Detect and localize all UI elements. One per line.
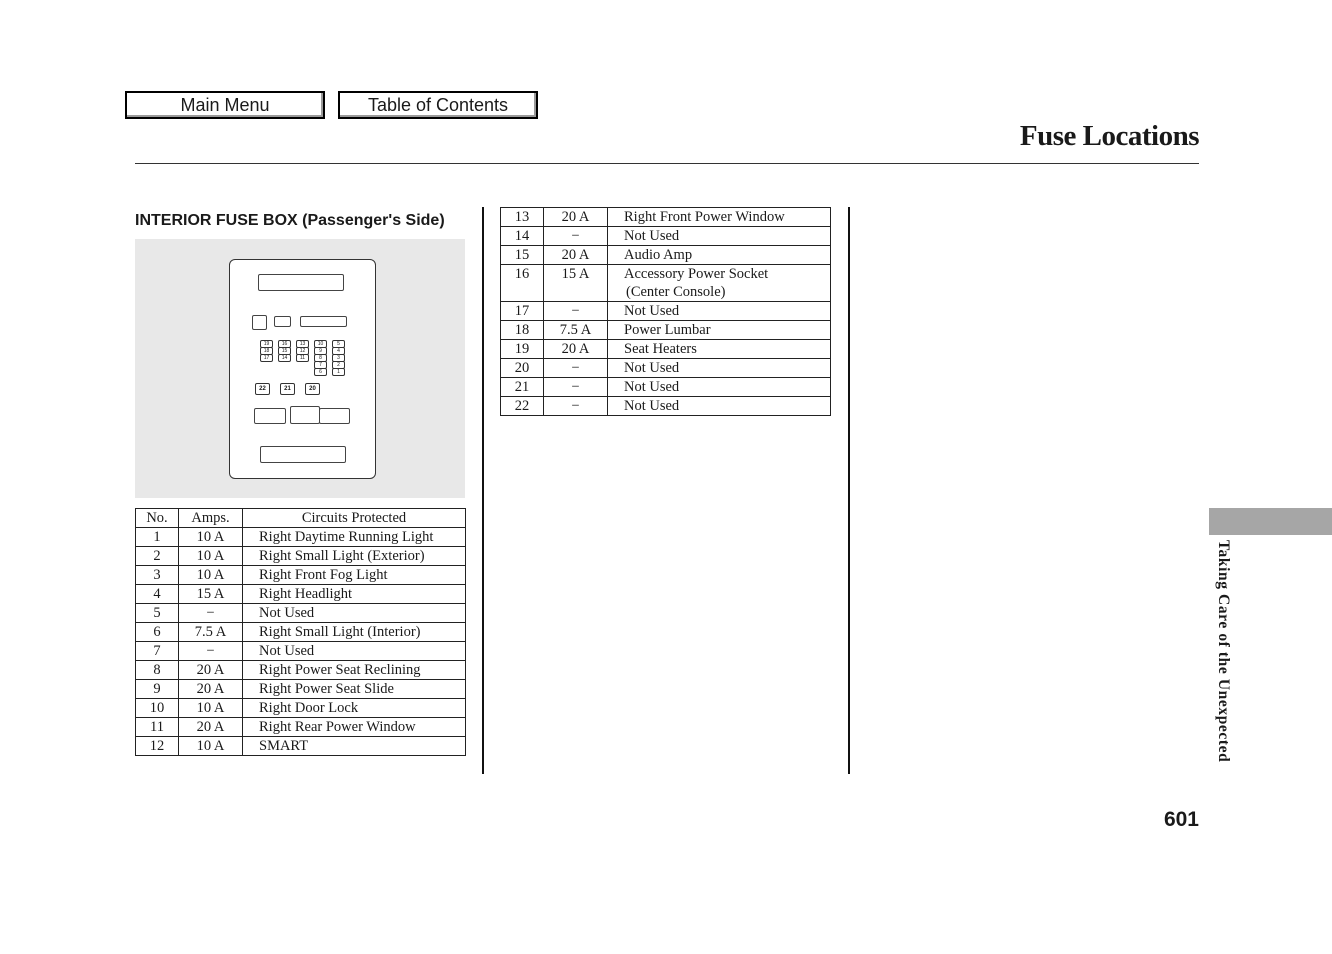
table-row: [136, 566, 466, 585]
table-row: [136, 699, 466, 718]
column-header-circuits: Circuits Protected: [243, 509, 466, 528]
fuse-circuit: Not Used: [608, 227, 831, 246]
table-row: [136, 547, 466, 566]
fuse-circuit: Right Rear Power Window: [243, 718, 466, 737]
table-row: [501, 321, 831, 340]
table-row: [136, 718, 466, 737]
fuse-15: 15: [278, 347, 291, 355]
fuse-number: 6: [136, 623, 179, 642]
fuse-number: 10: [136, 699, 179, 718]
fuse-2: 2: [332, 361, 345, 369]
relay-slot: [254, 408, 286, 424]
fuse-amps: 7.5 A: [544, 321, 608, 340]
fuse-amps: 20 A: [544, 340, 608, 359]
fuse-circuit: Right Small Light (Exterior): [243, 547, 466, 566]
fuse-12: 12: [296, 347, 309, 355]
page-title: Fuse Locations: [1019, 120, 1199, 152]
table-row: [136, 680, 466, 699]
fuse-3: 3: [332, 354, 345, 362]
column-divider: [482, 207, 484, 774]
fuse-14: 14: [278, 354, 291, 362]
fuse-amps: −: [544, 359, 608, 378]
table-row: [501, 265, 831, 302]
table-row: [501, 340, 831, 359]
fuse-number: 5: [136, 604, 179, 623]
fuse-amps: 20 A: [544, 208, 608, 227]
fuse-13: 13: [296, 340, 309, 348]
fuse-circuit: SMART: [243, 737, 466, 756]
section-tab: [1209, 508, 1332, 535]
fuse-6: 6: [314, 368, 327, 376]
fuse-amps: −: [544, 397, 608, 416]
fuse-number: 15: [501, 246, 544, 265]
fuse-number: 20: [501, 359, 544, 378]
fuse-amps: 20 A: [179, 661, 243, 680]
fuse-amps: 10 A: [179, 547, 243, 566]
title-divider: [135, 163, 1199, 164]
fuse-circuit: Audio Amp: [608, 246, 831, 265]
fuse-7: 7: [314, 361, 327, 369]
fuse-10: 10: [314, 340, 327, 348]
fuse-4: 4: [332, 347, 345, 355]
relay-slot: [290, 406, 320, 424]
fuse-circuit: Right Door Lock: [243, 699, 466, 718]
relay-slot: [260, 446, 346, 463]
fuse-18: 18: [260, 347, 273, 355]
fuse-number: 11: [136, 718, 179, 737]
fuse-number: 8: [136, 661, 179, 680]
fuse-17: 17: [260, 354, 273, 362]
relay-slot: [319, 408, 350, 424]
fuse-22: 22: [255, 383, 270, 395]
table-row: [136, 661, 466, 680]
fuse-circuit: Not Used: [608, 359, 831, 378]
table-header-row: [136, 509, 466, 528]
fuse-amps: −: [544, 378, 608, 397]
fuse-circuit: Seat Heaters: [608, 340, 831, 359]
table-row: [501, 227, 831, 246]
fuse-amps: 20 A: [544, 246, 608, 265]
fuse-number: 7: [136, 642, 179, 661]
fuse-circuit-line: (Center Console): [626, 284, 726, 300]
fuse-number: 4: [136, 585, 179, 604]
fuse-11: 11: [296, 354, 309, 362]
fuse-circuit: [608, 265, 831, 302]
table-row: [136, 528, 466, 547]
fuse-circuit: Right Power Seat Reclining: [243, 661, 466, 680]
table-row: [136, 642, 466, 661]
relay-slot: [300, 316, 347, 327]
fuse-amps: 10 A: [179, 699, 243, 718]
fuse-circuit: Not Used: [608, 397, 831, 416]
table-row: [136, 623, 466, 642]
section-heading: INTERIOR FUSE BOX (Passenger's Side): [135, 212, 445, 229]
fuse-amps: −: [179, 642, 243, 661]
fuse-circuit: Power Lumbar: [608, 321, 831, 340]
fuse-circuit: Right Daytime Running Light: [243, 528, 466, 547]
fuse-number: 3: [136, 566, 179, 585]
fuse-amps: −: [544, 227, 608, 246]
table-of-contents-button[interactable]: Table of Contents: [338, 91, 538, 119]
fuse-number: 14: [501, 227, 544, 246]
fuse-20: 20: [305, 383, 320, 395]
fuse-amps: 10 A: [179, 737, 243, 756]
fuse-amps: 7.5 A: [179, 623, 243, 642]
table-row: [136, 604, 466, 623]
fuse-box-diagram: [135, 239, 465, 498]
fuse-amps: 20 A: [179, 680, 243, 699]
fuse-circuit: Not Used: [243, 642, 466, 661]
fuse-table-13-22: [500, 207, 831, 416]
fuse-number: 21: [501, 378, 544, 397]
fuse-8: 8: [314, 354, 327, 362]
fuse-21: 21: [280, 383, 295, 395]
fuse-circuit: Right Front Fog Light: [243, 566, 466, 585]
fuse-amps: 20 A: [179, 718, 243, 737]
fuse-number: 2: [136, 547, 179, 566]
table-row: [501, 302, 831, 321]
relay-slot: [274, 316, 291, 327]
fuse-circuit: Not Used: [608, 378, 831, 397]
fuse-number: 17: [501, 302, 544, 321]
fuse-amps: 10 A: [179, 566, 243, 585]
fuse-circuit: Right Headlight: [243, 585, 466, 604]
fuse-number: 13: [501, 208, 544, 227]
fuse-9: 9: [314, 347, 327, 355]
relay-slot: [258, 274, 344, 291]
fuse-circuit: Right Power Seat Slide: [243, 680, 466, 699]
fuse-circuit: Right Front Power Window: [608, 208, 831, 227]
column-header-no: No.: [136, 509, 179, 528]
fuse-number: 9: [136, 680, 179, 699]
fuse-number: 18: [501, 321, 544, 340]
table-row: [136, 737, 466, 756]
fuse-circuit: Not Used: [608, 302, 831, 321]
column-header-amps: Amps.: [179, 509, 243, 528]
table-row: [501, 359, 831, 378]
main-menu-button[interactable]: Main Menu: [125, 91, 325, 119]
section-side-label: Taking Care of the Unexpected: [1215, 540, 1232, 763]
table-row: [501, 378, 831, 397]
fuse-circuit: Right Small Light (Interior): [243, 623, 466, 642]
fuse-amps: 10 A: [179, 528, 243, 547]
fuse-amps: −: [544, 302, 608, 321]
fuse-amps: 15 A: [179, 585, 243, 604]
fuse-16: 16: [278, 340, 291, 348]
fuse-1: 1: [332, 368, 345, 376]
relay-slot: [252, 315, 267, 330]
fuse-number: 19: [501, 340, 544, 359]
table-row: [501, 397, 831, 416]
fuse-box-outline: [229, 259, 376, 479]
fuse-circuit-line: Accessory Power Socket: [624, 266, 769, 282]
fuse-amps: −: [179, 604, 243, 623]
column-divider: [848, 207, 850, 774]
fuse-amps: 15 A: [544, 265, 608, 302]
table-row: [501, 208, 831, 227]
fuse-table-1-12: [135, 508, 466, 756]
table-row: [136, 585, 466, 604]
page-number: 601: [1163, 808, 1199, 831]
fuse-number: 1: [136, 528, 179, 547]
fuse-19: 19: [260, 340, 273, 348]
fuse-number: 16: [501, 265, 544, 302]
table-row: [501, 246, 831, 265]
fuse-number: 12: [136, 737, 179, 756]
fuse-5: 5: [332, 340, 345, 348]
fuse-circuit: Not Used: [243, 604, 466, 623]
fuse-number: 22: [501, 397, 544, 416]
